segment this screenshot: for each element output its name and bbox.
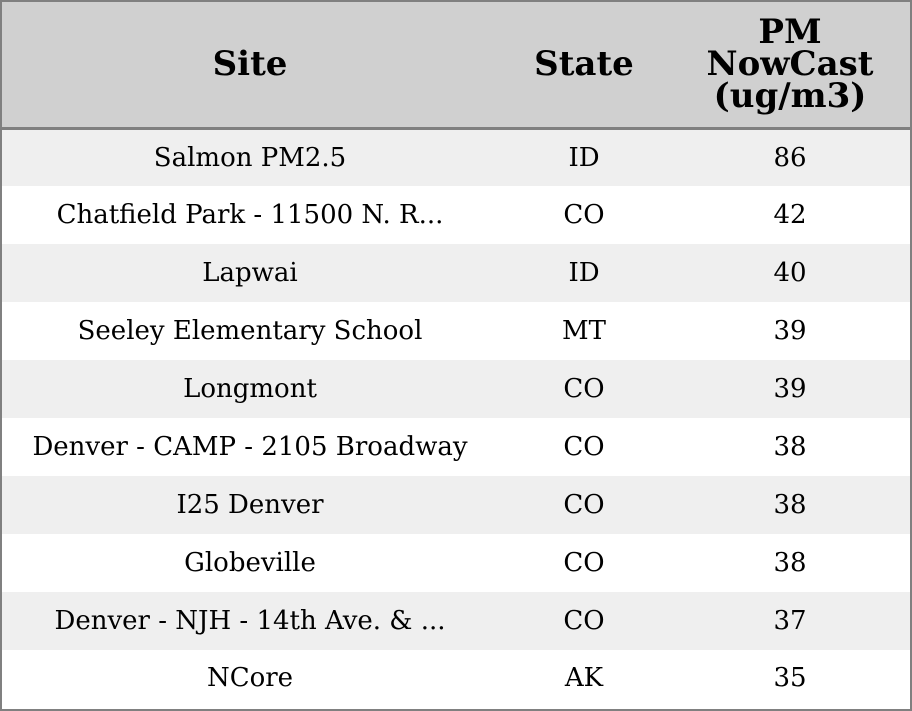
cell-state: ID: [568, 258, 600, 288]
column-header-pm-line-1: PM: [758, 12, 822, 53]
table-row: [2, 476, 910, 534]
cell-pm-nowcast: 37: [773, 606, 807, 636]
column-header-pm-line-2: NowCast: [706, 44, 874, 85]
cell-site: Globeville: [184, 548, 316, 578]
cell-pm-nowcast: 38: [773, 548, 807, 578]
cell-site: I25 Denver: [176, 490, 324, 520]
cell-pm-nowcast: 38: [773, 432, 807, 462]
column-header-site: Site: [2, 2, 498, 128]
cell-pm-nowcast: 35: [773, 663, 807, 693]
cell-site: Longmont: [183, 374, 317, 404]
table-row: [2, 302, 910, 360]
pm-nowcast-table: [2, 2, 910, 706]
cell-state: CO: [563, 606, 605, 636]
cell-pm-nowcast: 40: [773, 258, 807, 288]
cell-site: Salmon PM2.5: [153, 142, 347, 173]
cell-state: CO: [563, 548, 605, 578]
cell-pm-nowcast: 86: [773, 142, 807, 173]
column-header-pm-nowcast: [670, 2, 910, 128]
cell-state: AK: [564, 663, 604, 693]
table-body: [2, 128, 910, 706]
table-row: [2, 650, 910, 706]
cell-site: Denver - CAMP - 2105 Broadway: [32, 432, 468, 462]
cell-site: Chatfield Park - 11500 N. R...: [56, 200, 444, 230]
table-header: [2, 2, 910, 128]
cell-pm-nowcast: 38: [773, 490, 807, 520]
table-row: [2, 418, 910, 476]
cell-state: CO: [563, 374, 605, 404]
cell-site: Denver - NJH - 14th Ave. & ...: [54, 606, 446, 636]
table-row: [2, 360, 910, 418]
cell-site: Seeley Elementary School: [77, 316, 423, 346]
table-row: [2, 186, 910, 244]
cell-pm-nowcast: 39: [773, 316, 807, 346]
cell-site: Lapwai: [202, 258, 298, 288]
table-row: [2, 534, 910, 592]
cell-site: NCore: [206, 663, 294, 693]
cell-state: MT: [562, 316, 606, 346]
header-row: [2, 2, 910, 128]
column-header-state: State: [498, 2, 670, 128]
table-row: [2, 244, 910, 302]
cell-state: ID: [568, 142, 600, 173]
cell-pm-nowcast: 39: [773, 374, 807, 404]
table-row: [2, 128, 910, 186]
cell-state: CO: [563, 432, 605, 462]
cell-pm-nowcast: 42: [773, 200, 807, 230]
cell-state: CO: [563, 490, 605, 520]
cell-state: CO: [563, 200, 605, 230]
table-row: [2, 592, 910, 650]
column-header-pm-line-3: (ug/m3): [713, 76, 867, 117]
